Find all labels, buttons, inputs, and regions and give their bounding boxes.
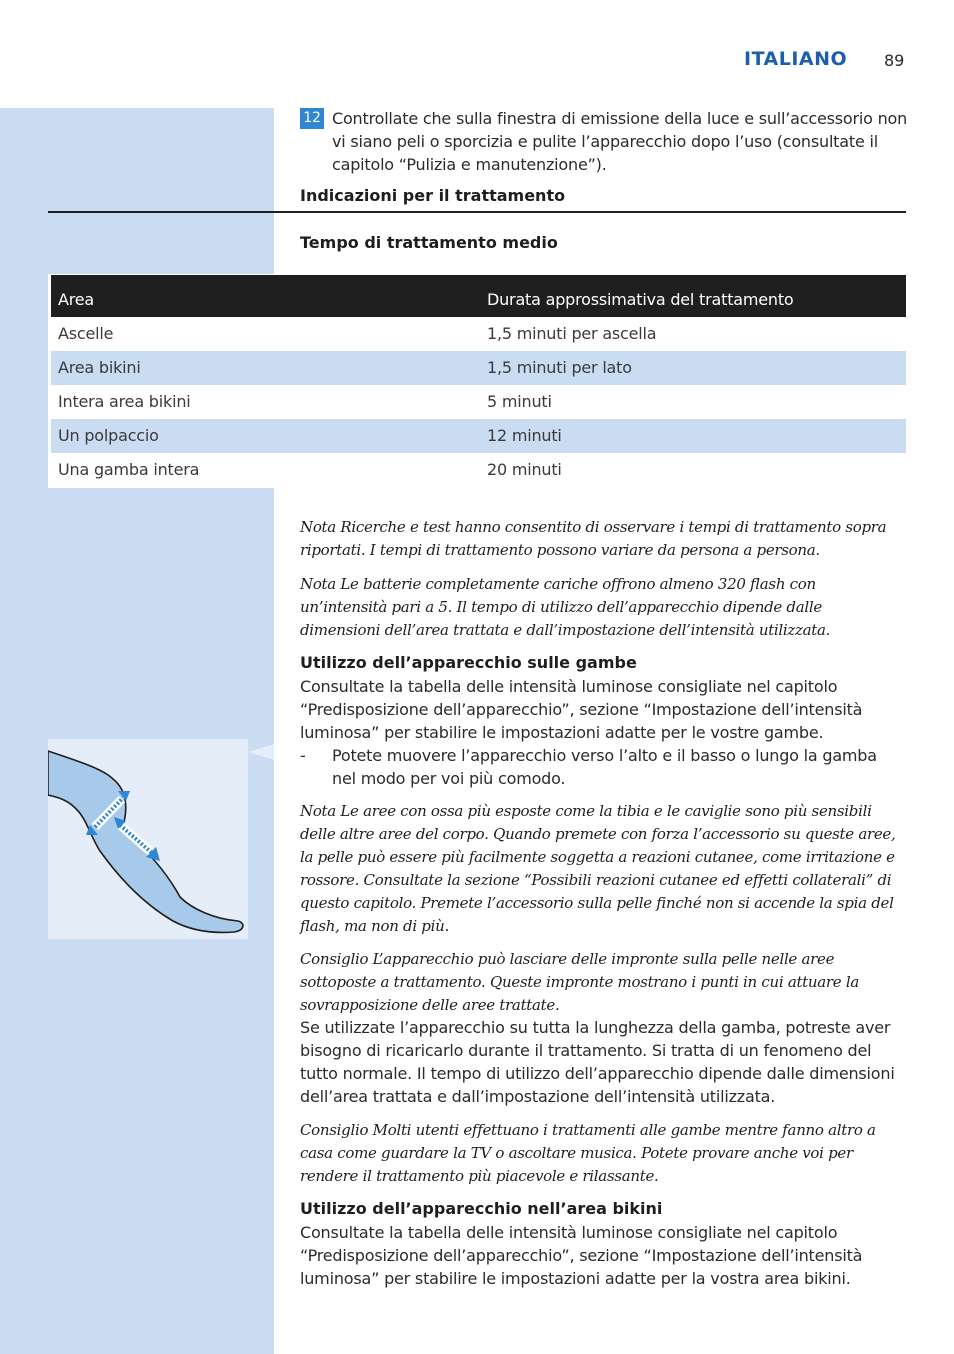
page-number: 89 [884, 51, 905, 70]
table-title: Tempo di trattamento medio [300, 233, 558, 252]
table-cell: Un polpaccio [58, 426, 159, 445]
legs-heading: Utilizzo dell’apparecchio sulle gambe [300, 653, 637, 672]
table-cell: 12 minuti [487, 426, 562, 445]
table-cell: 5 minuti [487, 392, 552, 411]
table-header-cell: Durata approssimativa del trattamento [487, 290, 794, 309]
tip-imprints: Consiglio L’apparecchio può lasciare delle impronte sulla pelle nelle aree sottoposte a trattamento. Queste impronte mostrano i punti in cui attuare la sovrapposizione delle aree trattate. [300, 950, 859, 1014]
table-row [51, 317, 906, 351]
step-number-badge: 12 [300, 108, 324, 129]
table-cell: 20 minuti [487, 460, 562, 479]
table-row [51, 385, 906, 419]
note-sensitive-areas: Nota Le aree con ossa più esposte come la tibia e le caviglie sono più sensibili delle altre aree del corpo. Quando premete con forza l’accessorio su queste aree, la pelle può essere più facilmente soggetta a reazioni cutanee, come irritazione e rossore. Consultate la sezione “Possibili reazioni cutanee ed effetti collaterali” di questo capitolo. Premete l’accessorio sulla pelle finché non si accende la spia del flash, ma non di più. [300, 802, 896, 935]
table-row [51, 419, 906, 453]
table-cell: Intera area bikini [58, 392, 191, 411]
figure-pointer [248, 744, 274, 760]
bikini-heading: Utilizzo dell’apparecchio nell’area bikini [300, 1199, 663, 1218]
step-text: Controllate che sulla finestra di emissione della luce e sull’accessorio non vi siano peli o sporcizia e pulite l’apparecchio dopo l’uso (consultate il capitolo “Pulizia e manutenzione”). [332, 109, 908, 174]
leg-illustration [48, 739, 248, 939]
table-cell: 1,5 minuti per ascella [487, 324, 657, 343]
section-heading: Indicazioni per il trattamento [300, 186, 566, 205]
bikini-paragraph: Consultate la tabella delle intensità luminose consigliate nel capitolo “Predisposizione dell’apparecchio”, sezione “Impostazione dell’intensità luminosa” per stabilire le impostazioni adatte per la vostra area bikini. [300, 1223, 863, 1288]
table-cell: Area bikini [58, 358, 141, 377]
table-cell: Ascelle [58, 324, 114, 343]
legs-paragraph: Consultate la tabella delle intensità luminose consigliate nel capitolo “Predisposizione dell’apparecchio”, sezione “Impostazione dell’intensità luminosa” per stabilire le impostazioni adatte per le vostre gambe. [300, 677, 863, 742]
note-treatment-times: Nota Ricerche e test hanno consentito di osservare i tempi di trattamento sopra riportati. I tempi di trattamento possono variare da persona a persona. [300, 518, 887, 559]
table-row [51, 351, 906, 385]
treatment-time-table [48, 274, 906, 488]
note-battery: Nota Le batterie completamente cariche offrono almeno 320 flash con un’intensità pari a 5. Il tempo di utilizzo dell’apparecchio dipende dalle dimensioni dell’area trattata e dall’impostazione dell’intensità utilizzata. [300, 575, 831, 639]
language-label: ITALIANO [744, 48, 848, 70]
table-header-row [51, 275, 906, 317]
table-cell: Una gamba intera [58, 460, 200, 479]
leg-drawing [48, 739, 248, 939]
bullet-dash: - [300, 746, 306, 765]
table-cell: 1,5 minuti per lato [487, 358, 632, 377]
table-row [51, 453, 906, 487]
tip-leisure: Consiglio Molti utenti effettuano i trattamenti alle gambe mentre fanno altro a casa come guardare la TV o ascoltare musica. Potete provare anche voi per rendere il trattamento più piacevole e rilassante. [300, 1121, 876, 1185]
section-divider [48, 211, 906, 213]
table-header-cell: Area [58, 290, 95, 309]
legs-recharge-paragraph: Se utilizzate l’apparecchio su tutta la lunghezza della gamba, potreste aver bisogno di ricaricarlo durante il trattamento. Si tratta di un fenomeno del tutto normale. Il tempo di utilizzo dell’apparecchio dipende dalle dimensioni dell’area trattata e dall’impostazione dell’intensità utilizzata. [300, 1018, 895, 1106]
bullet-text: Potete muovere l’apparecchio verso l’alto e il basso o lungo la gamba nel modo per voi più comodo. [332, 746, 877, 788]
